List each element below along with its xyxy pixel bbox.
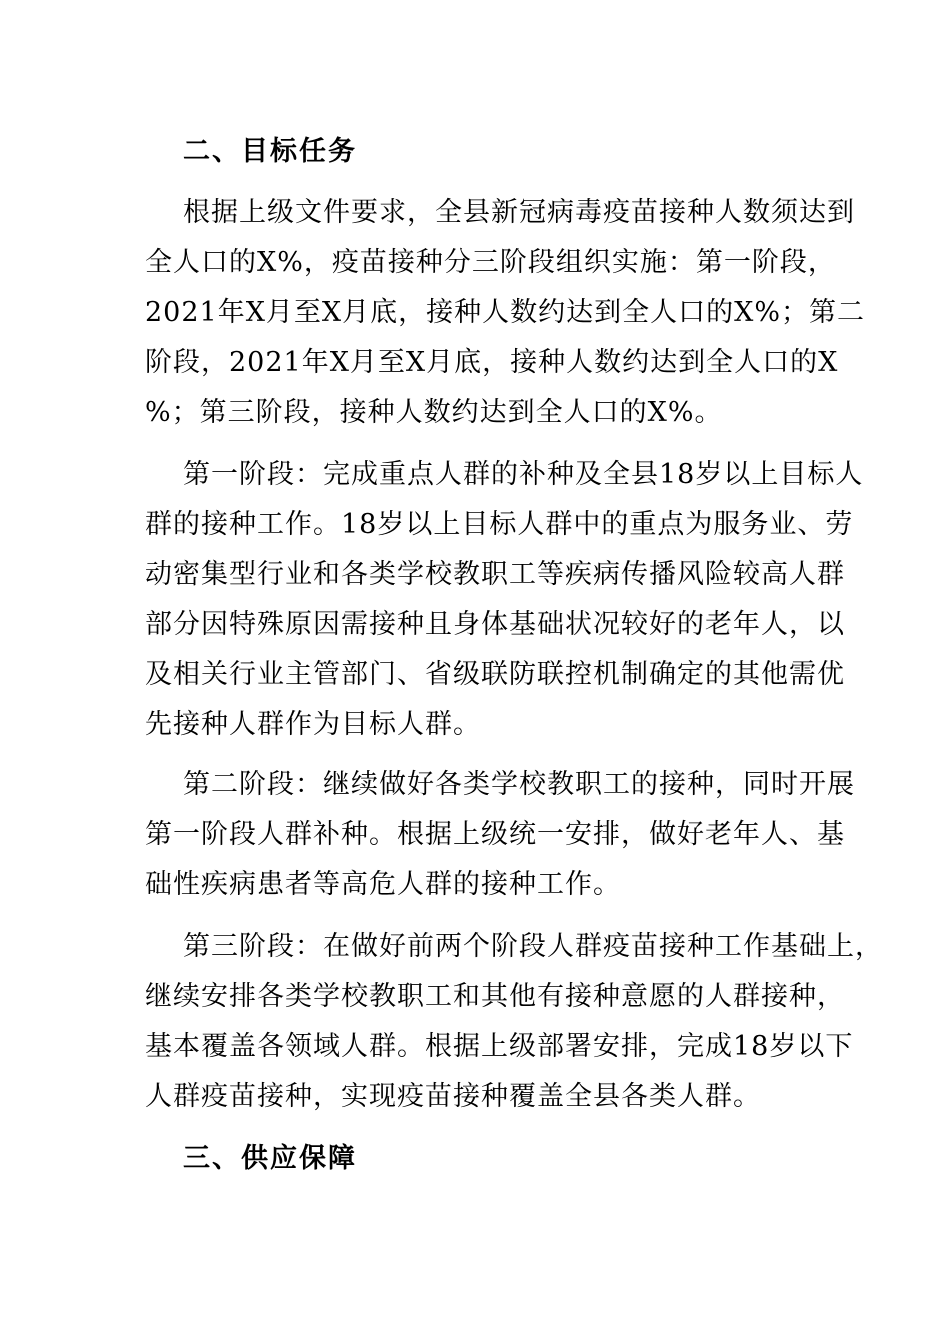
paragraph-2-line-4: 部分因特殊原因需接种且身体基础状况较好的老年人，以 (145, 609, 845, 640)
paragraph-4-line-2: 继续安排各类学校教职工和其他有接种意愿的人群接种， (145, 981, 845, 1012)
paragraph-4-line-4: 人群疫苗接种，实现疫苗接种覆盖全县各类人群。 (145, 1081, 761, 1112)
paragraph-1-line-3: 2021年X月至X月底，接种人数约达到全人口的X%；第二 (145, 297, 866, 328)
paragraph-2-line-5: 及相关行业主管部门、省级联防联控机制确定的其他需优 (145, 659, 845, 690)
paragraph-2-line-2: 群的接种工作。18岁以上目标人群中的重点为服务业、劳 (145, 509, 854, 540)
paragraph-2-line-1: 第一阶段：完成重点人群的补种及全县18岁以上目标人 (183, 459, 864, 490)
section-heading-targets: 二、目标任务 (183, 136, 357, 167)
section-heading-supply: 三、供应保障 (183, 1143, 357, 1174)
paragraph-1-line-1: 根据上级文件要求，全县新冠病毒疫苗接种人数须达到 (183, 197, 855, 228)
paragraph-3-line-3: 础性疾病患者等高危人群的接种工作。 (145, 869, 621, 900)
paragraph-1-line-2: 全人口的X%，疫苗接种分三阶段组织实施：第一阶段， (145, 247, 836, 278)
paragraph-4-line-1: 第三阶段：在做好前两个阶段人群疫苗接种工作基础上， (183, 931, 883, 962)
paragraph-2-line-3: 动密集型行业和各类学校教职工等疾病传播风险较高人群 (145, 559, 845, 590)
paragraph-4-line-3: 基本覆盖各领域人群。根据上级部署安排，完成18岁以下 (145, 1031, 854, 1062)
paragraph-2-line-6: 先接种人群作为目标人群。 (145, 709, 481, 740)
paragraph-1-line-5: %；第三阶段，接种人数约达到全人口的X%。 (145, 397, 723, 428)
paragraph-3-line-2: 第一阶段人群补种。根据上级统一安排，做好老年人、基 (145, 819, 845, 850)
paragraph-1-line-4: 阶段，2021年X月至X月底，接种人数约达到全人口的X (145, 347, 839, 378)
paragraph-3-line-1: 第二阶段：继续做好各类学校教职工的接种，同时开展 (183, 769, 855, 800)
